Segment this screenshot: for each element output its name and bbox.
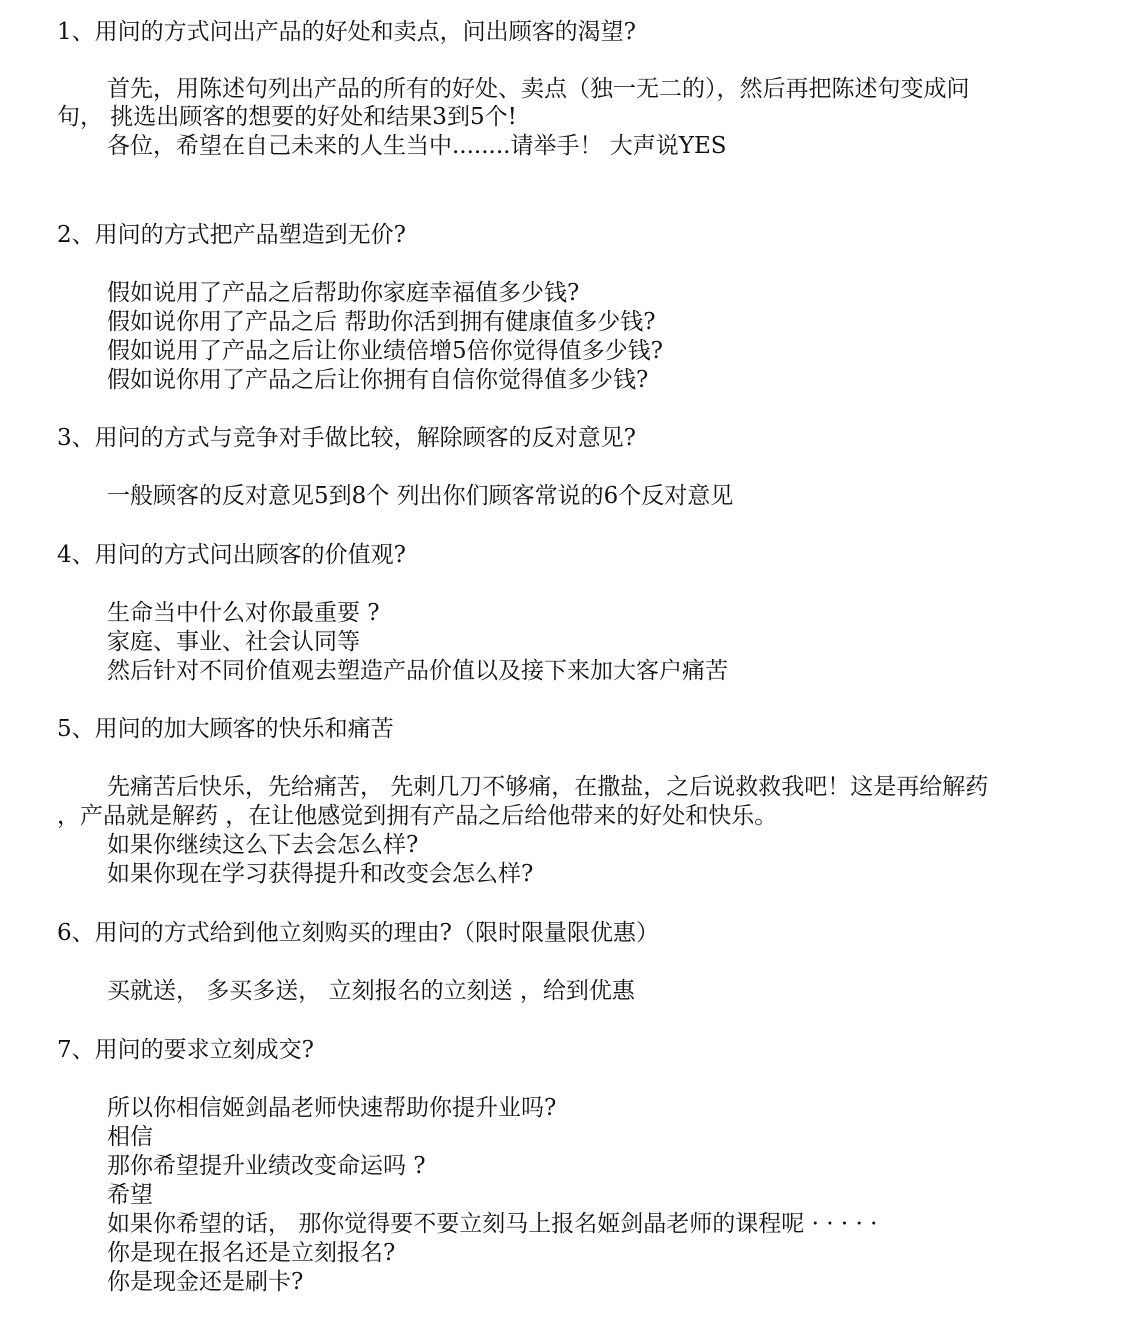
section-5-line-3: 如果你继续这么下去会怎么样? (107, 832, 419, 858)
section-7-line-3: 那你希望提升业绩改变命运吗 ? (107, 1153, 426, 1179)
section-7-line-6: 你是现在报名还是立刻报名? (107, 1240, 396, 1266)
section-2-line-4: 假如说你用了产品之后让你拥有自信你觉得值多少钱? (107, 367, 649, 393)
section-5-line-4: 如果你现在学习获得提升和改变会怎么样? (107, 861, 534, 887)
section-4-line-2: 家庭、事业、社会认同等 (107, 629, 360, 655)
section-6-line-1: 买就送， 多买多送， 立刻报名的立刻送 ，给到优惠 (107, 978, 635, 1004)
section-7-heading: 7、用问的要求立刻成交? (57, 1037, 314, 1063)
section-4-line-1: 生命当中什么对你最重要 ? (107, 600, 380, 626)
section-5-line-1: 先痛苦后快乐，先给痛苦， 先刺几刀不够痛，在撒盐，之后说救救我吧！这是再给解药 (107, 774, 989, 800)
section-7-line-7: 你是现金还是刷卡? (107, 1269, 304, 1295)
section-7-line-4: 希望 (107, 1182, 153, 1208)
section-1-line-3: 各位，希望在自己未来的人生当中........请举手！ 大声说YES (107, 133, 727, 159)
section-2-line-2: 假如说你用了产品之后 帮助你活到拥有健康值多少钱? (107, 309, 656, 335)
section-1-line-1: 首先，用陈述句列出产品的所有的好处、卖点（独一无二的），然后再把陈述句变成问 (107, 76, 970, 102)
section-7-line-5: 如果你希望的话， 那你觉得要不要立刻马上报名姬剑晶老师的课程呢 · · · · · (107, 1211, 878, 1237)
section-1-heading: 1、用问的方式问出产品的好处和卖点，问出顾客的渴望? (57, 19, 636, 45)
section-2-line-1: 假如说用了产品之后帮助你家庭幸福值多少钱? (107, 280, 580, 306)
section-4-heading: 4、用问的方式问出顾客的价值观? (57, 542, 406, 568)
section-6-heading: 6、用问的方式给到他立刻购买的理由?（限时限量限优惠） (57, 920, 659, 946)
section-1-line-2: 句， 挑选出顾客的想要的好处和结果3到5个! (57, 104, 517, 130)
section-3-heading: 3、用问的方式与竞争对手做比较，解除顾客的反对意见? (57, 425, 636, 451)
section-7-line-1: 所以你相信姬剑晶老师快速帮助你提升业吗? (107, 1095, 557, 1121)
section-4-line-3: 然后针对不同价值观去塑造产品价值以及接下来加大客户痛苦 (107, 658, 728, 684)
section-5-heading: 5、用问的加大顾客的快乐和痛苦 (57, 716, 394, 742)
section-7-line-2: 相信 (107, 1124, 153, 1150)
section-3-line-1: 一般顾客的反对意见5到8个 列出你们顾客常说的6个反对意见 (107, 483, 734, 509)
section-2-heading: 2、用问的方式把产品塑造到无价? (57, 222, 406, 248)
section-5-line-2: ，产品就是解药 ，在让他感觉到拥有产品之后给他带来的好处和快乐。 (57, 803, 778, 829)
section-2-line-3: 假如说用了产品之后让你业绩倍增5倍你觉得值多少钱? (107, 338, 663, 364)
